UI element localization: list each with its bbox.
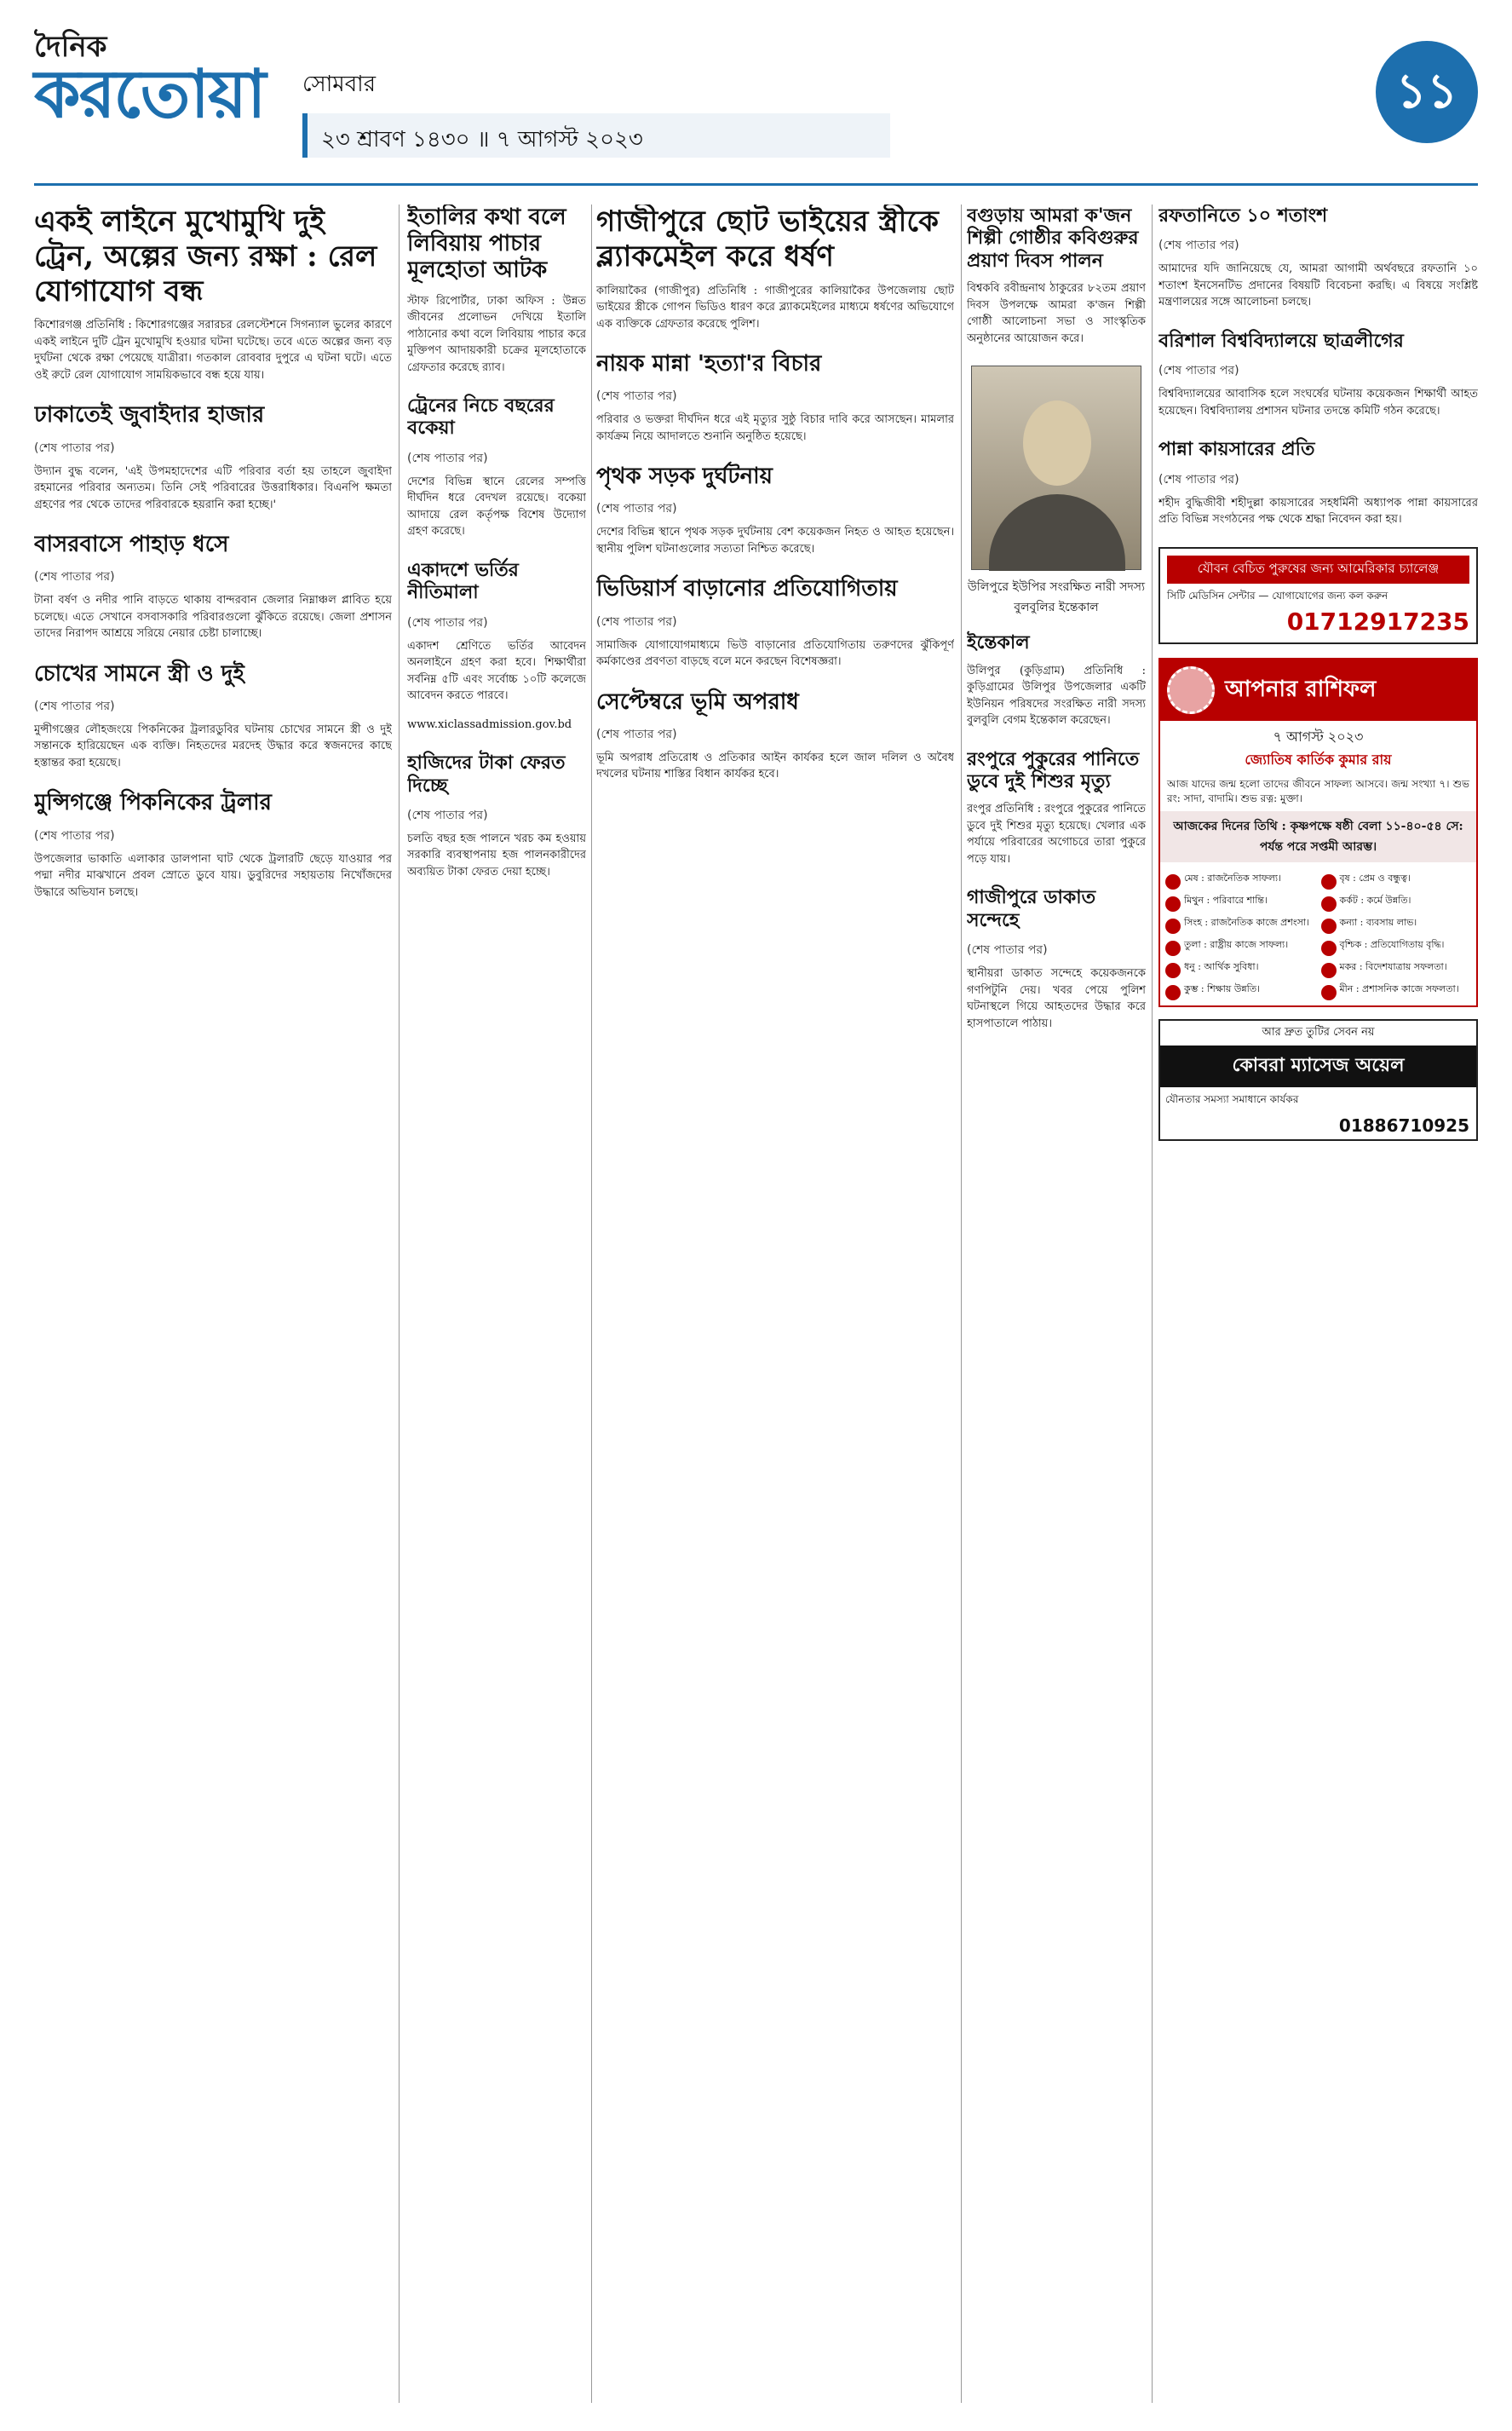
article-admission [407, 559, 586, 733]
article-wife-children [34, 661, 392, 772]
zodiac-sign [1165, 939, 1316, 956]
article-body: উপজেলার ভাকাতি এলাকার ডালপানা ঘাট থেকে ট্রলারটি ছেড়ে যাওয়ার পর পদ্মা নদীর মাঝখানে প্রবল স্রোতে ডুবে যায়। ডুবুরিদের সহায়তায় নিখোঁজদের উদ্ধারে অভিযান চলছে। [34, 852, 392, 899]
article-body: আমাদের যদি জানিয়েছে যে, আমরা আগামী অর্থবছরে রফতানি ১০ শতাংশ ইনসেনটিভ প্রদানের বিষয়টি বিবেচনা করছি। এ বিষয়ে সংশ্লিষ্ট মন্ত্রণালয়ের সঙ্গে আলোচনা চলছে। [1158, 262, 1478, 309]
zodiac-icon [1165, 896, 1181, 912]
zodiac-text: মেষ : রাজনৈতিক সাফল্য। [1184, 873, 1282, 884]
column-rule [1152, 205, 1153, 2403]
article-robbery [967, 886, 1146, 1032]
continuation-note: (শেষ পাতার পর) [1158, 472, 1239, 487]
article-hajj-refund [407, 752, 586, 880]
article-gazipur [596, 205, 954, 332]
horoscope-author: জ্যোতিষ কার্তিক কুমার রায় [1245, 752, 1392, 769]
article-panna-kaiser [1158, 438, 1478, 527]
page-number-badge: ১১ [1376, 41, 1478, 143]
headline: রংপুরে পুকুরের পানিতে ডুবে দুই শিশুর মৃত্যু [967, 747, 1140, 792]
article-train [34, 205, 392, 383]
article-body: দেশের বিভিন্ন স্থানে রেলের সম্পত্তি দীর্ঘদিন ধরে বেদখল রয়েছে। বকেয়া আদায়ে রেল কর্তৃপক্ষ বিশেষ উদ্যোগ গ্রহণ করেছে। [407, 475, 586, 539]
zodiac-sign [1165, 873, 1316, 890]
zodiac-icon [1321, 896, 1337, 912]
headline: ইন্তেকাল [967, 631, 1030, 654]
photo-caption: উলিপুরে ইউপির সংরক্ষিত নারী সদস্য বুলবুলির ইন্তেকাল [967, 580, 1146, 615]
zodiac-sign [1321, 983, 1472, 1000]
zodiac-sign [1165, 895, 1316, 912]
headline: সেপ্টেম্বরে ভূমি অপরাধ [596, 688, 799, 715]
zodiac-icon [1321, 919, 1337, 934]
zodiac-icon [1165, 919, 1181, 934]
article-drowning [967, 748, 1146, 868]
horoscope-intro: আজ যাদের জন্ম হলো তাদের জীবনে সাফল্য আসবে। জন্ম সংখ্যা ৭। শুভ রং: সাদা, বাদামি। শুভ রত্ন: মুক্তা। [1167, 778, 1469, 805]
continuation-note: (শেষ পাতার পর) [407, 451, 488, 465]
headline: গাজীপুরে ডাকাত সন্দেহে [967, 886, 1096, 931]
tithi-line: আজকের দিনের তিথি : কৃষ্ণপক্ষে ষষ্ঠী বেলা ১১-৪০-৫৪ সে: পর্যন্ত পরে সপ্তমী আরম্ভ। [1160, 811, 1476, 862]
zodiac-icon [1321, 874, 1337, 890]
headline: একাদশে ভর্তির নীতিমালা [407, 558, 519, 604]
article-body: ভূমি অপরাধ প্রতিরোধ ও প্রতিকার আইন কার্যকর হলে জাল দলিল ও অবৈধ দখলের ঘটনায় শাস্তির বিধান কার্যকর হবে। [596, 751, 954, 781]
continuation-note: (শেষ পাতার পর) [1158, 364, 1239, 378]
article-body: বিশ্বকবি রবীন্দ্রনাথ ঠাকুরের ৮২তম প্রয়াণ দিবস উপলক্ষে আমরা ক'জন শিল্পী গোষ্ঠী আলোচনা সভা ও সাংস্কৃতিক অনুষ্ঠানের আয়োজন করে। [967, 282, 1146, 345]
column-2 [407, 205, 586, 2403]
portrait-photo [971, 366, 1141, 570]
medicine-advertisement [1158, 547, 1478, 645]
admission-link[interactable]: www.xiclassadmission.gov.bd [407, 717, 572, 731]
column-rule [591, 205, 592, 2403]
article-body: কালিয়াকৈর (গাজীপুর) প্রতিনিধি : গাজীপুরের কালিয়াকৈর উপজেলায় ছোট ভাইয়ের স্ত্রীকে গোপন ভিডিও ধারণ করে ব্ল্যাকমেইলের মাধ্যমে ধর্ষণের অভিযোগে এক ব্যক্তিকে গ্রেফতার করেছে পুলিশ। [596, 284, 954, 331]
newspaper-logo [34, 32, 290, 160]
article-body: শহীদ বুদ্ধিজীবী শহীদুল্লা কায়সারের সহধর্মিনী অধ্যাপক পান্না কায়সারের প্রতি বিভিন্ন সংগঠনের পক্ষ থেকে শ্রদ্ধা নিবেদন করা হয়। [1158, 496, 1478, 527]
headline: মুন্সিগঞ্জে পিকনিকের ট্রলার [34, 790, 272, 816]
zodiac-sign [1321, 961, 1472, 978]
article-views [596, 576, 954, 670]
zodiac-text: কর্কট : কর্মে উন্নতি। [1339, 895, 1411, 907]
column-4 [967, 205, 1146, 2403]
zodiac-icon [1165, 941, 1181, 956]
oil-advertisement [1158, 1019, 1478, 1141]
continuation-note: (শেষ পাতার পর) [596, 727, 677, 741]
continuation-note: (শেষ পাতার পর) [34, 828, 115, 843]
headline: বগুড়ায় আমরা ক'জন শিল্পী গোষ্ঠীর কবিগুরুর প্রয়াণ দিবস পালন [967, 205, 1139, 272]
zodiac-text: সিংহ : রাজনৈতিক কাজে প্রশংসা। [1184, 917, 1309, 929]
zodiac-text: ধনু : আর্থিক সুবিধা। [1184, 961, 1259, 973]
headline: চোখের সামনে স্ত্রী ও দুই [34, 660, 244, 687]
continuation-note: (শেষ পাতার পর) [596, 614, 677, 629]
headline: বাসরবাসে পাহাড় ধসে [34, 532, 229, 558]
horoscope-title: আপনার রাশিফল [1225, 677, 1377, 703]
article-land-crime [596, 689, 954, 783]
article-body: রংপুর প্রতিনিধি : রংপুরে পুকুরের পানিতে ডুবে দুই শিশুর মৃত্যু হয়েছে। খেলার এক পর্যায়ে পরিবারের অগোচরে তারা পুকুরে পড়ে যায়। [967, 803, 1146, 866]
continuation-note: (শেষ পাতার পর) [34, 570, 115, 585]
ad-text: যৌনতার সমস্যা সমাধানে কার্যকর [1165, 1093, 1299, 1106]
article-body: বিশ্ববিদ্যালয়ের আবাসিক হলে সংঘর্ষের ঘটনায় কয়েকজন শিক্ষার্থী আহত হয়েছেন। বিশ্ববিদ্যালয় প্রশাসন ঘটনার তদন্তে কমিটি গঠন করেছে। [1158, 388, 1478, 418]
horoscope-date: ৭ আগস্ট ২০২৩ [1273, 729, 1364, 746]
masthead [34, 15, 1478, 186]
horoscope-box [1158, 658, 1478, 1007]
zodiac-sign [1165, 983, 1316, 1000]
zodiac-icon [1165, 963, 1181, 978]
zodiac-text: মিথুন : পরিবারে শান্তি। [1184, 895, 1268, 907]
continuation-note: (শেষ পাতার পর) [407, 615, 488, 630]
article-barishal-university [1158, 330, 1478, 419]
ad-phone: 01886710925 [1338, 1115, 1469, 1136]
article-body: চলতি বছর হজ পালনে খরচ কম হওয়ায় সরকারি ব্যবস্থাপনায় হজ পালনকারীদের অব্যয়িত টাকা ফেরত দেয়া হচ্ছে। [407, 832, 586, 879]
article-manna [596, 351, 954, 445]
article-rail-dues [407, 395, 586, 540]
zodiac-sign [1165, 917, 1316, 934]
headline: গাজীপুরে ছোট ভাইয়ের স্ত্রীকে ব্ল্যাকমেইল করে ধর্ষণ [596, 205, 939, 274]
continuation-note: (শেষ পাতার পর) [407, 808, 488, 822]
zodiac-icon [1165, 874, 1181, 890]
zodiac-text: মীন : প্রশাসনিক কাজে সফলতা। [1339, 983, 1459, 995]
date-bar: ২৩ শ্রাবণ ১৪৩০ ॥ ৭ আগস্ট ২০২৩ [302, 113, 890, 158]
ad-tagline: আর দ্রুত তুটির সেবন নয় [1262, 1026, 1375, 1040]
article-body: একাদশ শ্রেণিতে ভর্তির আবেদন অনলাইনে গ্রহণ করা হবে। শিক্ষার্থীরা সর্বনিম্ন ৫টি এবং সর্বোচ্চ ১০টি কলেজে আবেদন করতে পারবে। [407, 639, 586, 703]
headline: হাজিদের টাকা ফেরত দিচ্ছে [407, 752, 566, 797]
article-body: উলিপুর (কুড়িগ্রাম) প্রতিনিধি : কুড়িগ্রামের উলিপুর উপজেলার একটি ইউনিয়ন পরিষদের সংরক্ষিত নারী সদস্য বুলবুলি বেগম ইন্তেকাল করেছেন। [967, 664, 1146, 728]
article-body: টানা বর্ষণ ও নদীর পানি বাড়তে থাকায় বান্দরবান জেলার নিম্নাঞ্চল প্লাবিত হয়ে চলেছে। এতে সেখানে বসবাসকারি পরিবারগুলো ঝুঁকিতে রয়েছে। জেলা প্রশাসন তাদের নিরাপদ আশ্রয়ে সরিয়ে নেয়ার চেষ্টা চালাচ্ছে। [34, 594, 392, 641]
ad-title: যৌবন বেচিত পুরুষের জন্য আমেরিকার চ্যালেঞ্জ [1167, 556, 1469, 584]
headline: ইতালির কথা বলে লিবিয়ায় পাচার মূলহোতা আটক [407, 205, 566, 284]
zodiac-sign [1321, 917, 1472, 934]
continuation-note: (শেষ পাতার পর) [596, 502, 677, 516]
column-rule [399, 205, 400, 2403]
article-body: মুন্সীগঞ্জের লৌহজংয়ে পিকনিকের ট্রলারডুবির ঘটনায় চোখের সামনে স্ত্রী ও দুই সন্তানকে হারিয়েছেন এক ব্যক্তি। নিহতদের মরদেহ উদ্ধার করে স্বজনদের কাছে হস্তান্তর করা হয়েছে। [34, 723, 392, 769]
continuation-note: (শেষ পাতার পর) [967, 943, 1048, 958]
article-body: উদ্যান বুদ্ধ বলেন, 'এই উপমহাদেশের এটি পরিবার বর্তা হয় তাহলে জুবাইদা রহমানের পরিবার অন্যতম। তিনি সেই পরিবারের উত্তরাধিকার। বিএনপি ক্ষমতা গ্রহণের পর থেকে তাদের পরিবারকে হয়রানি করা হচ্ছে।' [34, 464, 392, 511]
photo-face [1023, 400, 1091, 486]
zodiac-sign [1321, 873, 1472, 890]
article-body: সামাজিক যোগাযোগমাধ্যমে ভিউ বাড়ানোর প্রতিযোগিতায় তরুণদের ঝুঁকিপূর্ণ কর্মকাণ্ডের প্রবণতা বাড়ছে বলে মনে করছেন বিশেষজ্ঞরা। [596, 638, 954, 669]
zodiac-icon [1321, 985, 1337, 1000]
zodiac-sign [1321, 895, 1472, 912]
ad-phone: 01712917235 [1286, 608, 1469, 637]
horoscope-header [1160, 660, 1476, 721]
column-3 [596, 205, 954, 2403]
headline: ঢাকাতেই জুবাইদার হাজার [34, 402, 265, 429]
zodiac-icon [1321, 941, 1337, 956]
continuation-note: (শেষ পাতার পর) [34, 699, 115, 713]
article-libya [407, 205, 586, 376]
column-rule [961, 205, 962, 2403]
headline: ট্রেনের নিচে বছরের বকেয়া [407, 395, 555, 440]
continuation-note: (শেষ পাতার পর) [34, 441, 115, 455]
article-body: কিশোরগঞ্জ প্রতিনিধি : কিশোরগঞ্জের সরারচর রেলস্টেশনে সিগন্যাল ভুলের কারণে একই লাইনে দুটি ট্রেন মুখোমুখি হওয়ার ঘটনা ঘটেছে। তবে এতে অল্পের জন্য বড় দুর্ঘটনা থেকে রক্ষা পেয়েছে যাত্রীরা। গতকাল রোববার দুপুরে এ ঘটনা ঘটে। এতে ওই রুটে রেল যোগাযোগ সাময়িকভাবে বন্ধ হয়ে যায়। [34, 319, 392, 382]
zodiac-sign [1165, 961, 1316, 978]
article-jubaida [34, 402, 392, 513]
zodiac-text: বৃশ্চিক : প্রতিযোগিতায় বৃদ্ধি। [1339, 939, 1445, 951]
zodiac-icon [1321, 963, 1337, 978]
zodiac-icon [1165, 985, 1181, 1000]
headline: রফতানিতে ১০ শতাংশ [1158, 205, 1328, 227]
zodiac-sign [1321, 939, 1472, 956]
article-road-accident [596, 464, 954, 557]
article-body: স্থানীয়রা ডাকাত সন্দেহে কয়েকজনকে গণপিটুনি দেয়। খবর পেয়ে পুলিশ ঘটনাস্থলে গিয়ে আহতদের উদ্ধার করে হাসপাতালে পাঠায়। [967, 967, 1146, 1030]
article-body: স্টাফ রিপোর্টার, ঢাকা অফিস : উন্নত জীবনের প্রলোভন দেখিয়ে ইতালি পাঠানোর কথা বলে লিবিয়ায় পাচার করে মুক্তিপণ আদায়কারী চক্রের মূলহোতাকে গ্রেফতার করেছে র‌্যাব। [407, 294, 586, 374]
continuation-note: (শেষ পাতার পর) [1158, 239, 1239, 253]
article-body: দেশের বিভিন্ন স্থানে পৃথক সড়ক দুর্ঘটনায় বেশ কয়েকজন নিহত ও আহত হয়েছেন। স্থানীয় পুলিশ ঘটনাগুলোর সত্যতা নিশ্চিত করেছে। [596, 526, 954, 556]
logo-name: করতোয়া [34, 56, 265, 133]
zodiac-wheel-icon [1167, 666, 1215, 714]
zodiac-text: বৃষ : প্রেম ও বন্ধুত্ব। [1339, 873, 1411, 884]
day-label: সোমবার [302, 72, 377, 97]
column-1 [34, 205, 392, 2403]
headline: পৃথক সড়ক দুর্ঘটনায় [596, 464, 773, 490]
column-5 [1158, 205, 1478, 2403]
zodiac-text: কুম্ভ : শিক্ষায় উন্নতি। [1184, 983, 1261, 995]
logo-prefix: দৈনিক [34, 30, 107, 64]
article-obituary [967, 631, 1146, 729]
headline: একই লাইনে মুখোমুখি দুই ট্রেন, অল্পের জন্য রক্ষা : রেল যোগাযোগ বন্ধ [34, 205, 377, 308]
article-landslide [34, 532, 392, 642]
headline: পান্না কায়সারের প্রতি [1158, 438, 1315, 461]
ad-text: সিটি মেডিসিন সেন্টার — যোগাযোগের জন্য কল করুন [1167, 589, 1388, 602]
zodiac-signs [1160, 867, 1476, 1005]
photo-body [989, 494, 1125, 571]
headline: নায়ক মান্না 'হত্যা'র বিচার [596, 351, 822, 377]
article-trawler [34, 790, 392, 901]
article-tagore [967, 205, 1146, 347]
article-body: পরিবার ও ভক্তরা দীর্ঘদিন ধরে এই মৃত্যুর সুষ্ঠু বিচার দাবি করে আসছেন। মামলার কার্যক্রম নিয়ে আদালতে শুনানি অনুষ্ঠিত হয়েছে। [596, 413, 954, 443]
article-export [1158, 205, 1478, 311]
ad-brand: কোবরা ম্যাসেজ অয়েল [1160, 1046, 1476, 1087]
headline: বরিশাল বিশ্ববিদ্যালয়ে ছাত্রলীগের [1158, 329, 1404, 352]
headline: ভিডিয়ার্স বাড়ানোর প্রতিযোগিতায় [596, 576, 898, 602]
zodiac-text: তুলা : রাষ্ট্রীয় কাজে সাফল্য। [1184, 939, 1289, 951]
zodiac-text: মকর : বিদেশযাত্রায় সফলতা। [1339, 961, 1447, 973]
zodiac-text: কন্যা : ব্যবসায় লাভ। [1339, 917, 1417, 929]
continuation-note: (শেষ পাতার পর) [596, 389, 677, 404]
